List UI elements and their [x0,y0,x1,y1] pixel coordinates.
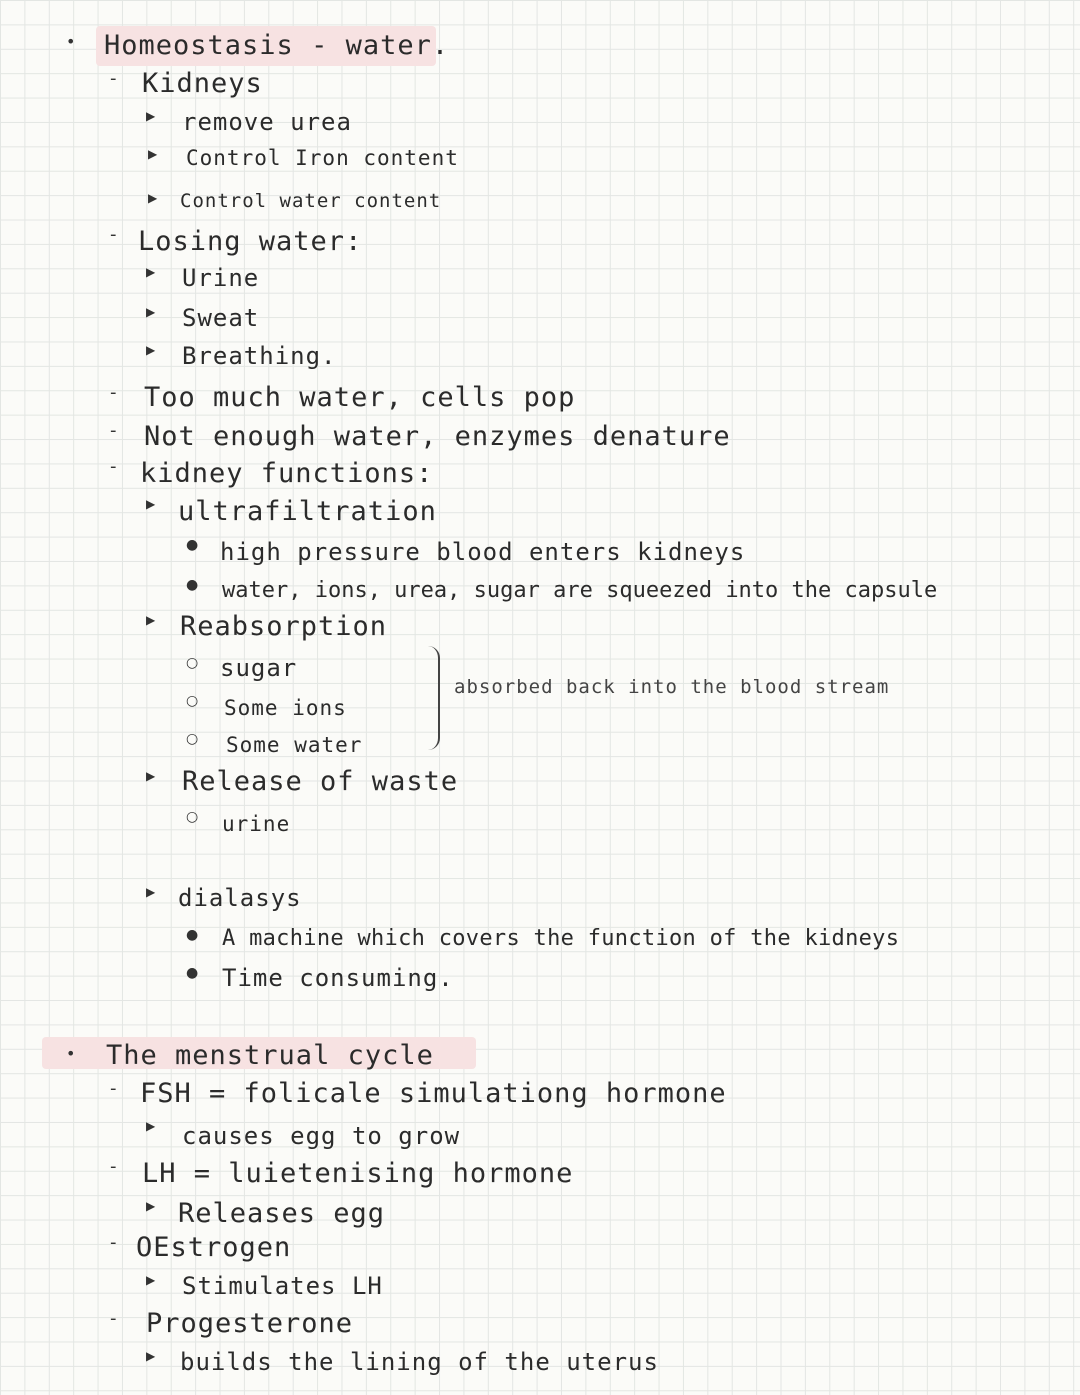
reabsorption-label: Reabsorption [180,611,388,642]
reabsorption-item: sugar [220,654,298,682]
bullet-arrow: ▶ [146,1349,156,1363]
losing-water-item: Urine [182,264,260,292]
section-title-menstrual: The menstrual cycle [106,1040,434,1071]
dash: - [110,68,117,89]
release-item: urine [222,812,291,836]
losing-water-item: Breathing. [182,342,337,370]
oestrogen-label: OEstrogen [136,1232,292,1263]
bullet-arrow: ▶ [148,147,158,161]
losing-water-item: Sweat [182,304,260,332]
bullet-arrow: ▶ [146,305,156,319]
bullet-arrow: ▶ [146,1199,156,1213]
bullet-arrow: ▶ [146,1273,156,1287]
bullet-arrow: ▶ [148,191,158,205]
fsh-label: FSH = folicale simulationg hormone [140,1078,727,1109]
kidneys-item: remove urea [182,108,352,136]
not-enough-water: Not enough water, enzymes denature [144,421,731,452]
bullet-dot: ● [186,965,199,981]
bullet-circle: ○ [186,731,199,747]
dash: - [110,456,117,477]
dash: - [110,1308,117,1329]
oestrogen-item: Stimulates LH [182,1272,383,1300]
reabsorption-item: Some ions [224,696,347,720]
ultrafiltration-label: ultrafiltration [178,496,437,527]
fsh-item: causes egg to grow [182,1122,461,1150]
progesterone-label: Progesterone [146,1308,354,1339]
kidneys-item: Control Iron content [186,146,459,170]
bullet-dot: ● [186,927,199,943]
release-label: Release of waste [182,766,459,797]
bullet-dot: • [66,32,76,51]
lh-label: LH = luietenising hormone [142,1158,574,1189]
too-much-water: Too much water, cells pop [144,382,576,413]
dash: - [110,1156,117,1177]
bullet-circle: ○ [186,693,199,709]
dash: - [110,420,117,441]
dash: - [110,1232,117,1253]
bullet-circle: ○ [186,655,199,671]
dialysis-item: A machine which covers the function of the kidneys [222,926,900,951]
losing-water-heading: Losing water: [138,226,363,257]
bullet-dot: ● [186,537,199,553]
bullet-arrow: ▶ [146,885,156,899]
dash: - [110,382,117,403]
bullet-arrow: ▶ [146,265,156,279]
reabsorption-item: Some water [226,733,363,757]
progesterone-item: builds the lining of the uterus [180,1348,659,1376]
bullet-arrow: ▶ [146,1119,156,1133]
ultrafiltration-item: water, ions, urea, sugar are squeezed into the capsule [222,578,938,603]
lh-item: Releases egg [178,1198,386,1229]
bullet-arrow: ▶ [146,109,156,123]
bullet-arrow: ▶ [146,769,156,783]
dialysis-label: dialasys [178,884,302,912]
dash: - [110,1078,117,1099]
dialysis-item: Time consuming. [222,964,454,992]
bullet-arrow: ▶ [146,497,156,511]
kidneys-item: Control water content [180,190,442,212]
dash: - [110,224,117,245]
bullet-arrow: ▶ [146,613,156,627]
curly-brace [424,646,440,750]
bullet-circle: ○ [186,809,199,825]
bullet-dot: ● [186,577,199,593]
kidney-functions-heading: kidney functions: [140,458,434,489]
kidneys-heading: Kidneys [142,68,263,99]
section-title-homeostasis: Homeostasis - water. [104,30,450,61]
bullet-dot: • [66,1044,76,1063]
ultrafiltration-item: high pressure blood enters kidneys [220,538,746,566]
reabsorption-note: absorbed back into the blood stream [454,676,890,698]
bullet-arrow: ▶ [146,343,156,357]
